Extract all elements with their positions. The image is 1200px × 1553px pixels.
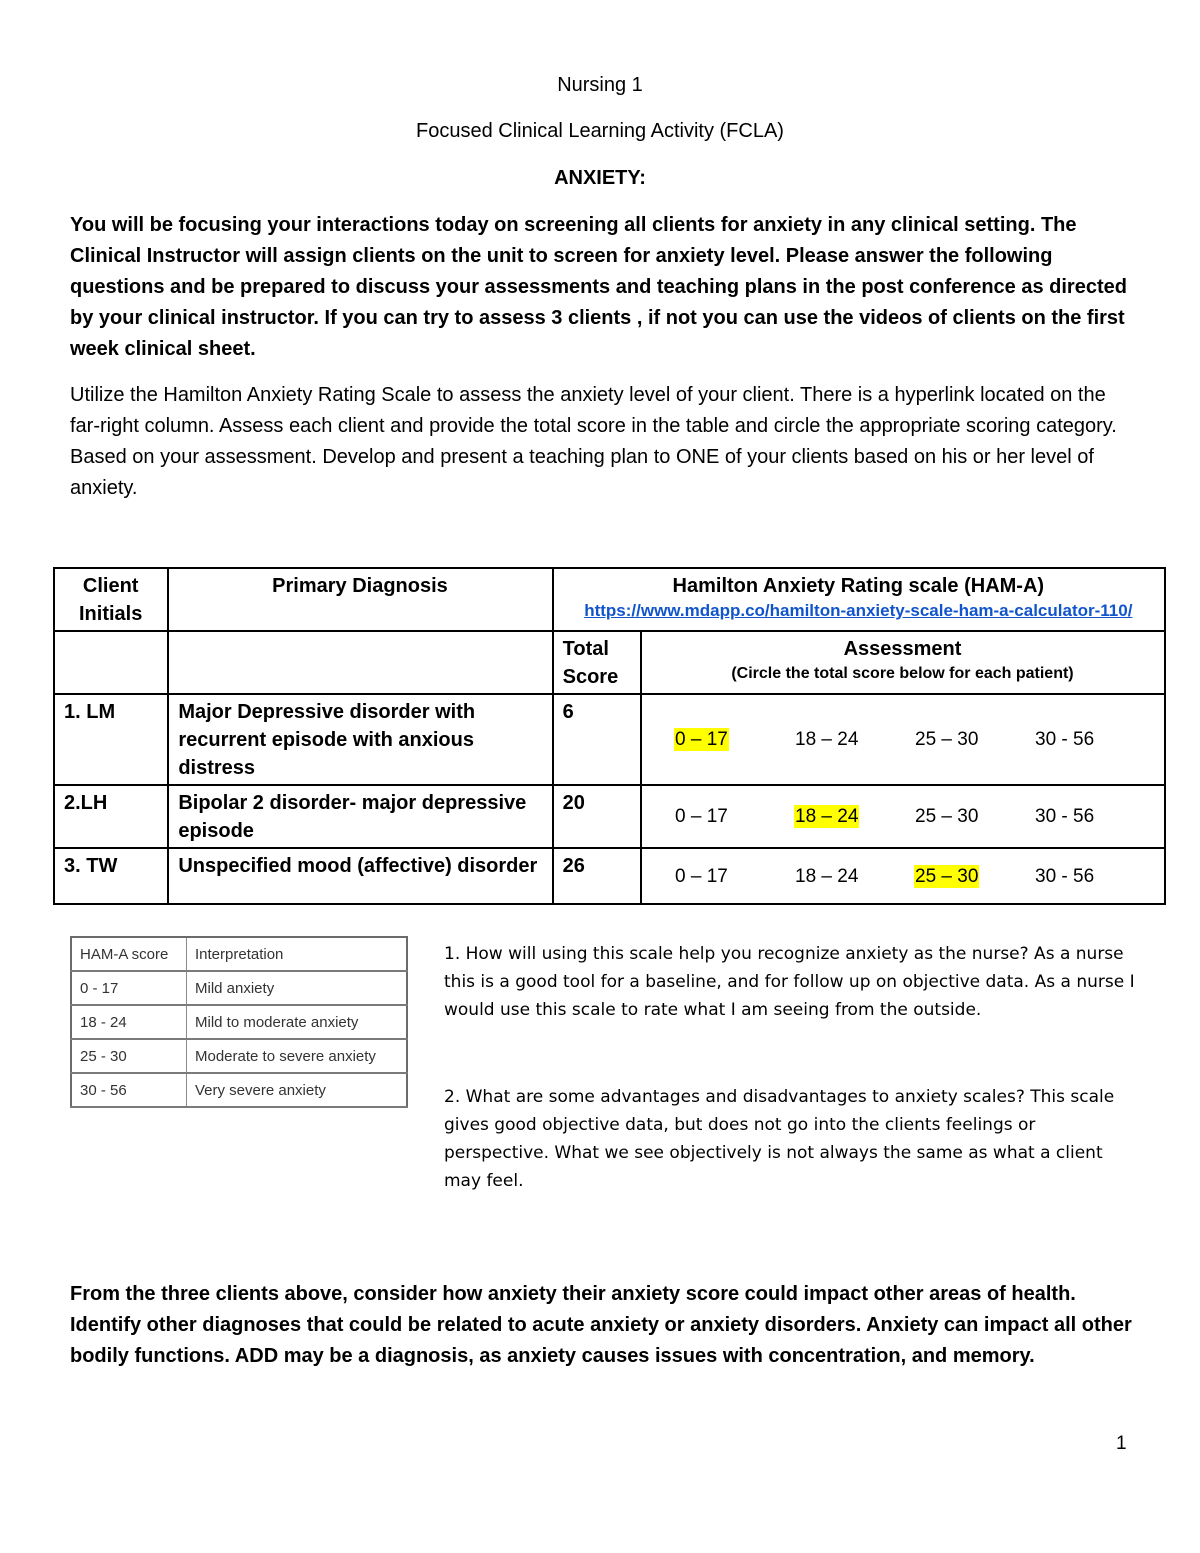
intro-paragraph-2: Utilize the Hamilton Anxiety Rating Scale to assess the anxiety level of your client. There is a hyperlink located on the far-right column. Assess each client and provide the total score in the table and circle the appropriate scoring category. Based on your assessment. Develop and present a teaching plan to ONE of your clients based on his or her level of anxiety. (70, 384, 1117, 499)
score-range-option[interactable]: 25 – 30 (915, 806, 979, 827)
score-ranges (641, 785, 1165, 848)
score-ranges (641, 694, 1165, 785)
score-range: 18 - 24 (71, 1005, 187, 1039)
header-total-score: Total Score (553, 631, 641, 694)
total-score: 26 (553, 848, 641, 904)
score-range-option[interactable]: 30 - 56 (1035, 806, 1095, 827)
empty-cell (54, 631, 168, 694)
header-assessment (641, 631, 1165, 694)
header-client-initials: Client Initials (54, 568, 168, 631)
topic-heading: ANXIETY: (554, 167, 646, 189)
question-2-answer: 2. What are some advantages and disadvantages to anxiety scales? This scale gives good objective data, but does not go into the clients feelings or perspective. What we see objectively is not always the same as what a client may feel. (444, 1087, 1115, 1191)
empty-cell (168, 631, 552, 694)
score-range-option[interactable]: 30 - 56 (1035, 865, 1095, 887)
interpretation: Mild to moderate anxiety (187, 1005, 408, 1039)
ham-a-title: Hamilton Anxiety Rating scale (HAM-A) (672, 575, 1045, 597)
closing-paragraph: From the three clients above, consider how anxiety their anxiety score could impact other areas of health. Identify other diagnoses that could be related to acute anxiety or anxiety disorders. Anxiety can impact all other bodily functions. ADD may be a diagnosis, as anxiety causes issues with concentration, and memory. (70, 1283, 1132, 1367)
header-primary-diagnosis: Primary Diagnosis (168, 568, 552, 631)
table-row (71, 1073, 407, 1107)
interpretation: Very severe anxiety (187, 1073, 408, 1107)
interpretation: Mild anxiety (187, 971, 408, 1005)
ham-a-calculator-link[interactable]: https://www.mdapp.co/hamilton-anxiety-scale-ham-a-calculator-110/ (584, 601, 1133, 620)
intro-paragraph-1: You will be focusing your interactions today on screening all clients for anxiety in any clinical setting. The Clinical Instructor will assign clients on the unit to screen for anxiety level. Please answer the following questions and be prepared to discuss your assessments and teaching plans in the post conference as directed by your clinical instructor. If you can try to assess 3 clients , if not you can use the videos of clients on the first week clinical sheet. (70, 214, 1127, 360)
score-range: 0 - 17 (71, 971, 187, 1005)
table-row (71, 971, 407, 1005)
assessment-note: (Circle the total score below for each patient) (731, 665, 1074, 682)
score-range-option[interactable]: 18 – 24 (795, 865, 859, 887)
table-row (71, 1005, 407, 1039)
interpretation: Moderate to severe anxiety (187, 1039, 408, 1073)
score-range-option[interactable]: 0 – 17 (675, 729, 728, 750)
ham-a-interpretation-table (70, 936, 408, 1108)
score-range-option[interactable]: 30 - 56 (1035, 729, 1095, 750)
client-initials: 3. TW (54, 848, 168, 904)
table-row (54, 694, 1165, 785)
table-subheader-row (54, 631, 1165, 694)
table-row (71, 1039, 407, 1073)
score-range-option[interactable]: 0 – 17 (675, 806, 728, 827)
question-1-answer: 1. How will using this scale help you recognize anxiety as the nurse? As a nurse this is a good tool for a baseline, and for follow up on objective data. As a nurse I would use this scale to rate what I am seeing from the outside. (444, 944, 1135, 1020)
client-assessment-table (53, 567, 1166, 905)
table-row (54, 848, 1165, 904)
score-range-option[interactable]: 18 – 24 (795, 806, 859, 827)
table-row (54, 785, 1165, 848)
course-title: Nursing 1 (557, 74, 643, 96)
primary-diagnosis: Major Depressive disorder with recurrent episode with anxious distress (168, 694, 552, 785)
score-range: 25 - 30 (71, 1039, 187, 1073)
table-header-row (71, 937, 407, 971)
score-range: 30 - 56 (71, 1073, 187, 1107)
header-ham-a-score: HAM-A score (71, 937, 187, 971)
table-header-row (54, 568, 1165, 631)
score-ranges (641, 848, 1165, 904)
header-interpretation: Interpretation (187, 937, 408, 971)
score-range-option[interactable]: 25 – 30 (915, 865, 979, 887)
header-ham-a (553, 568, 1165, 631)
client-initials: 2.LH (54, 785, 168, 848)
total-score: 20 (553, 785, 641, 848)
score-range-option[interactable]: 25 – 30 (915, 729, 979, 750)
primary-diagnosis: Unspecified mood (affective) disorder (168, 848, 552, 904)
score-range-option[interactable]: 18 – 24 (795, 729, 859, 750)
activity-title: Focused Clinical Learning Activity (FCLA) (416, 120, 784, 142)
client-initials: 1. LM (54, 694, 168, 785)
total-score: 6 (553, 694, 641, 785)
primary-diagnosis: Bipolar 2 disorder- major depressive episode (168, 785, 552, 848)
score-range-option[interactable]: 0 – 17 (675, 865, 728, 887)
assessment-title: Assessment (843, 638, 962, 660)
page-number: 1 (1116, 1433, 1127, 1454)
